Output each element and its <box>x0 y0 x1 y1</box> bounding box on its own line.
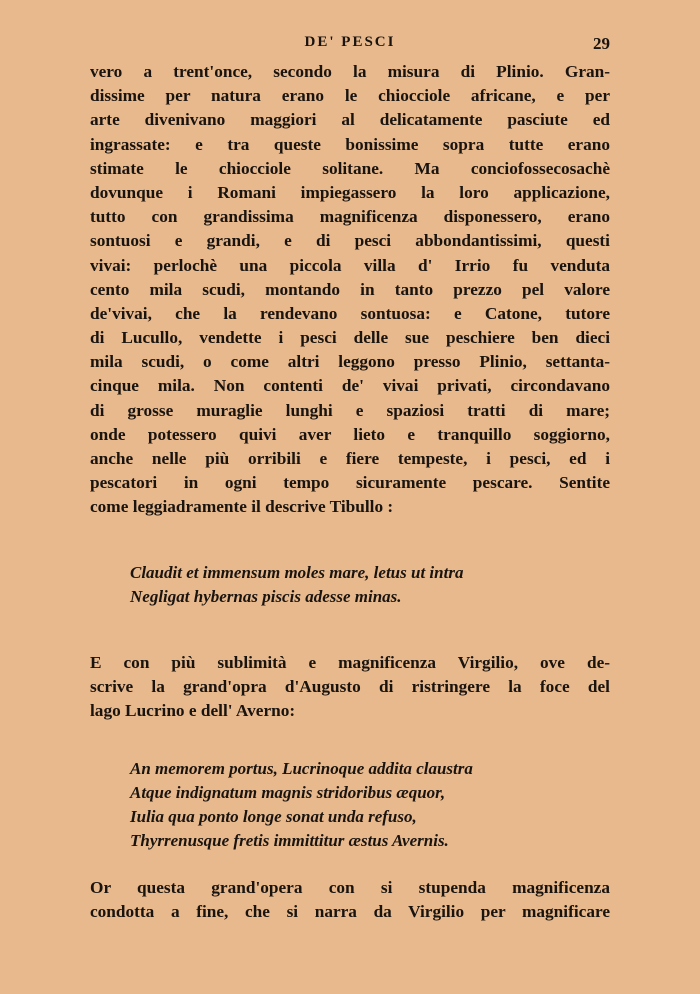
text-line: anche nelle più orribili e fiere tempeste, i pesci, ed i <box>90 449 610 468</box>
text-line: sontuosi e grandi, e di pesci abbondantissimi, questi <box>90 231 610 251</box>
text-line: pescatori in ogni tempo sicuramente pescare. Sentite <box>90 473 610 493</box>
text-line: onde potessero quivi aver lieto e tranquillo soggiorno, <box>90 424 610 444</box>
text-line: dissime per natura erano le chiocciole africane, e per <box>90 86 610 106</box>
text-line: E con più sublimità e magnificenza Virgilio, ove de- <box>90 653 610 672</box>
text-line: vero a trent'once, secondo la misura di Plinio. Gran- <box>90 62 610 81</box>
text-line: vivai: perlochè una piccola villa d' Irrio fu venduta <box>90 255 610 275</box>
paragraph-1 <box>90 60 610 520</box>
text-line: cento mila scudi, montando in tanto prezzo pel valore <box>90 279 610 299</box>
text-line: scrive la grand'opra d'Augusto di ristringere la foce del <box>90 677 610 697</box>
text-line: come leggiadramente il descrive Tibullo : <box>90 497 394 517</box>
text-line: stimate le chiocciole solitane. Ma conciofossecosachè <box>90 158 610 178</box>
text-line: Or questa grand'opera con si stupenda magnificenza <box>90 878 610 897</box>
text-line: dovunque i Romani impiegassero la loro applicazione, <box>90 182 610 202</box>
text-line: ingrassate: e tra queste bonissime sopra tutte erano <box>90 134 610 154</box>
running-head <box>90 34 610 54</box>
text-line: lago Lucrino e dell' Averno: <box>90 701 296 721</box>
verse-line: Iulia qua ponto longe sonat unda refuso, <box>130 807 417 826</box>
page-number: 29 <box>593 34 610 53</box>
paragraph-2 <box>90 651 610 724</box>
text-line: mila scudi, o come altri leggono presso Plinio, settanta- <box>90 352 610 372</box>
verse-quote-virgilio <box>130 757 610 853</box>
verse-line: Negligat hybernas piscis adesse minas. <box>130 587 402 606</box>
text-line: condotta a fine, che si narra da Virgilio per magnificare <box>90 902 610 922</box>
verse-line: An memorem portus, Lucrinoque addita claustra <box>130 759 473 778</box>
verse-line: Atque indignatum magnis stridoribus æquor, <box>130 783 446 802</box>
paragraph-3 <box>90 876 610 924</box>
text-line: de'vivai, che la rendevano sontuosa: e Catone, tutore <box>90 303 610 323</box>
text-line: di Lucullo, vendette i pesci delle sue peschiere ben dieci <box>90 328 610 348</box>
verse-line: Claudit et immensum moles mare, letus ut intra <box>130 563 464 582</box>
text-line: di grosse muraglie lunghi e spaziosi tratti di mare; <box>90 400 610 420</box>
verse-line: Thyrrenusque fretis immittitur æstus Avernis. <box>130 831 449 850</box>
text-line: arte divenivano maggiori al delicatamente pasciute ed <box>90 110 610 130</box>
running-title: DE' PESCI <box>304 34 396 50</box>
text-line: cinque mila. Non contenti de' vivai privati, circondavano <box>90 376 610 396</box>
verse-quote-tibullo <box>130 561 610 609</box>
text-line: tutto con grandissima magnificenza disponessero, erano <box>90 207 610 227</box>
